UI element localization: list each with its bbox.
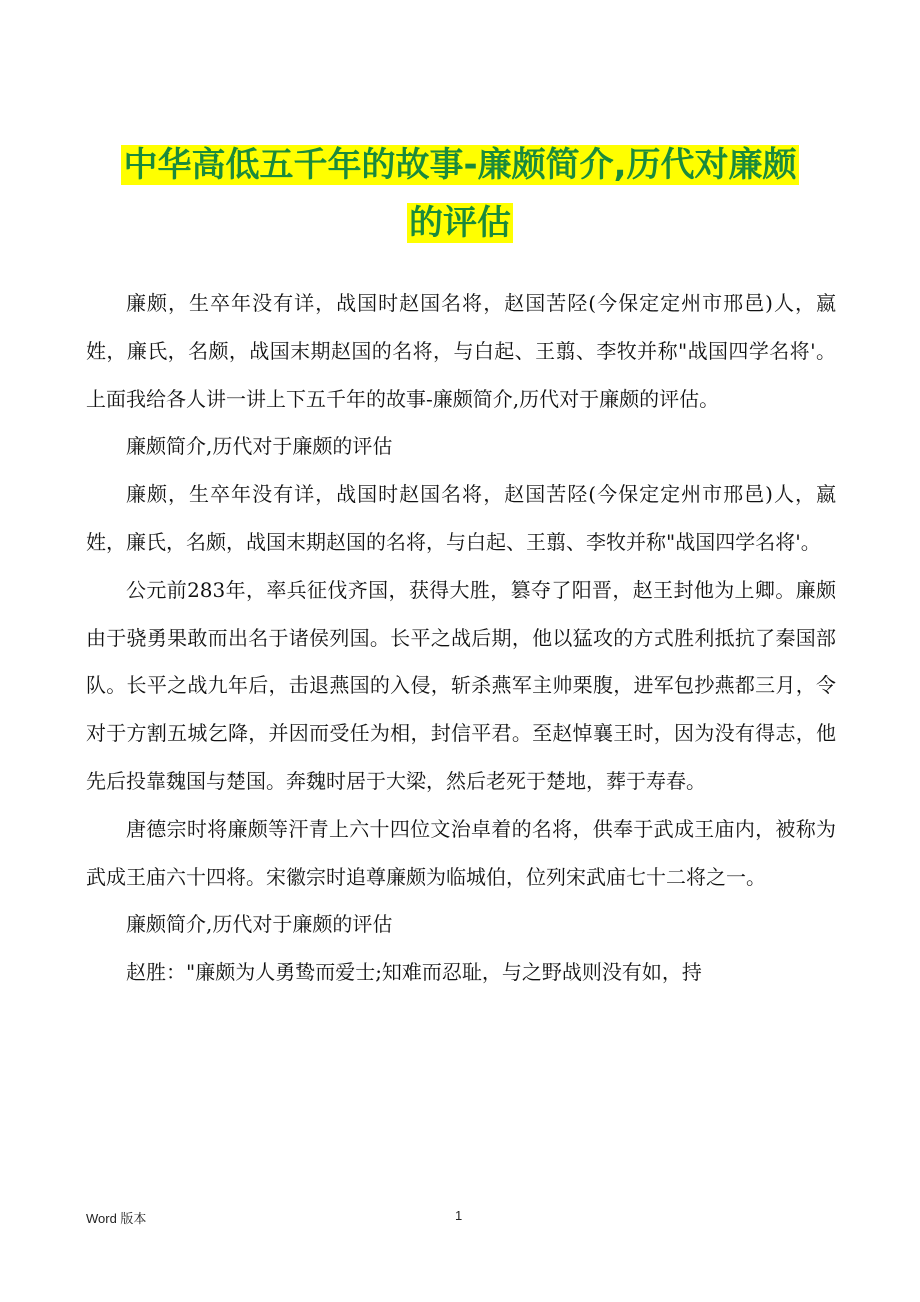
paragraph-intro: 廉颇，生卒年没有详，战国时赵国名将，赵国苦陉(今保定定州市邢邑)人，嬴姓，廉氏，名颇，战国末期赵国的名将，与白起、王翦、李牧并称"战国四学名将'。上面我给各人讲一讲上下五千年的故事-廉颇简介,历代对于廉颇的评估。 [86,291,836,411]
paragraph-quote: 赵胜："廉颇为人勇鸷而爱士;知难而忍耻，与之野战则没有如，持 [126,960,702,985]
title-line-1: 中华高低五千年的故事-廉颇简介,历代对廉颇 [123,145,797,185]
paragraph-honors: 唐德宗时将廉颇等汗青上六十四位文治卓着的名将，供奉于武成王庙内，被称为武成王庙六十四将。宋徽宗时追尊廉颇为临城伯，位列宋武庙七十二将之一。 [86,816,836,889]
title-line-2: 的评估 [409,203,511,243]
document-body [86,280,836,997]
page-number: 1 [455,1208,463,1223]
page-title [80,136,840,252]
paragraph-bio: 廉颇，生卒年没有详，战国时赵国名将，赵国苦陉(今保定定州市邢邑)人，嬴姓，廉氏，名颇，战国末期赵国的名将，与白起、王翦、李牧并称"战国四学名将'。 [86,482,836,554]
footer-label: Word 版本 [86,1211,147,1226]
section-heading-repeat: 廉颇简介,历代对于廉颇的评估 [126,912,393,937]
section-heading: 廉颇简介,历代对于廉颇的评估 [126,434,393,459]
paragraph-career: 公元前283年，率兵征伐齐国，获得大胜，篡夺了阳晋，赵王封他为上卿。廉颇由于骁勇果敢而出名于诸侯列国。长平之战后期，他以猛攻的方式胜利抵抗了秦国部队。长平之战九年后，击退燕国的入侵，斩杀燕军主帅栗腹，进军包抄燕都三月，令对于方割五城乞降，并因而受任为相，封信平君。至赵悼襄王时，因为没有得志，他先后投靠魏国与楚国。奔魏时居于大梁，然后老死于楚地，葬于寿春。 [86,577,836,793]
